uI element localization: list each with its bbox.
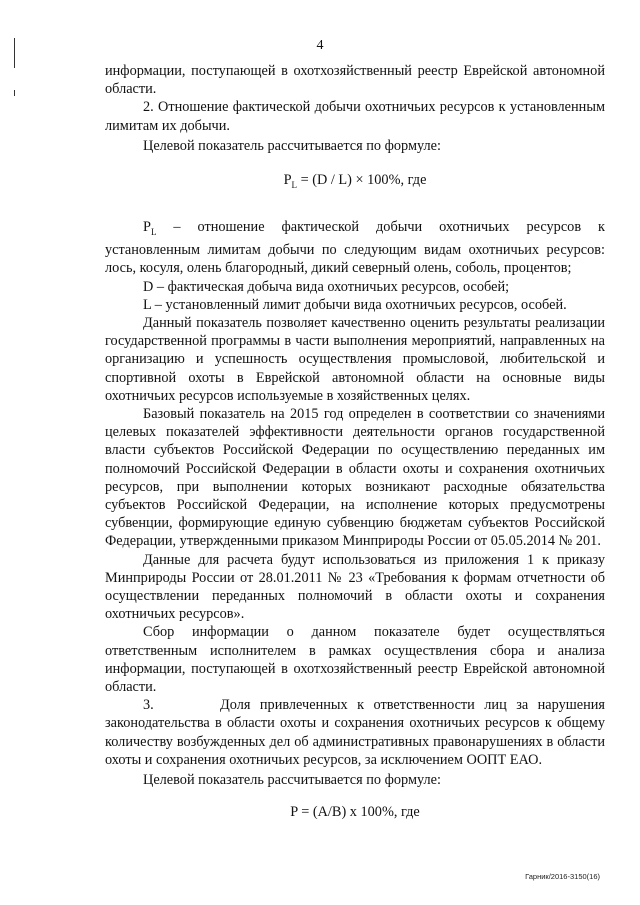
formula-p: P = (A/B) х 100%, где	[290, 804, 420, 821]
scan-edge-line	[14, 90, 15, 96]
definition-l: L – установленный лимит добычи вида охотничьих ресурсов, особей.	[143, 296, 567, 313]
paragraph-intro: информации, поступающей в охотхозяйственный реестр Еврейской автономной области.	[105, 63, 605, 98]
document-body	[105, 62, 605, 845]
formula-expression: = (D / L) × 100%, где	[297, 172, 427, 189]
paragraph-data-source: Данные для расчета будут использоваться из приложения 1 к приказу Минприроды России от 28.01.2011 № 23 «Требования к формам отчетности об осуществлении переданных полномочий в области охоты и сохранения охотничьих ресурсов».	[105, 551, 605, 623]
paragraph-collection: Сбор информации о данном показателе будет осуществляться ответственным исполнителем в рамках осуществления сбора и анализа информации, поступающей в охотхозяйственный реестр Еврейской автономной области.	[105, 624, 605, 696]
document-code-footer: Гарник/2016-3150(16)	[525, 872, 600, 881]
def-subscript: L	[150, 226, 157, 237]
item-3-heading: 3. Доля привлеченных к ответственности лиц за нарушения законодательства в области охоты и сохранения охотничьих ресурсов к общему количеству возбужденных дел об административных правонарушениях в области охоты и сохранения охотничьих ресурсов, за исключением ООПТ ЕАО.	[105, 697, 605, 768]
definition-pl	[105, 218, 605, 277]
def-text: – отношение фактической добычи охотничьих ресурсов к установленным лимитам добычи по следующим видам охотничьих ресурсов: лось, косуля, олень благородный, дикий северный олень, соболь, процентов;	[105, 219, 605, 277]
item-2-heading: 2. Отношение фактической добычи охотничьих ресурсов к установленным лимитам их добычи.	[105, 99, 605, 134]
definition-d: D – фактическая добыча вида охотничьих ресурсов, особей;	[143, 278, 510, 295]
page-number: 4	[316, 38, 324, 53]
formula-symbol: P	[283, 172, 292, 189]
formula-subscript: L	[291, 179, 298, 190]
paragraph-base: Базовый показатель на 2015 год определен в соответствии со значениями целевых показателей эффективности деятельности органов государственной власти субъектов Российской Федерации по осуществлению переданных им полномочий Российской Федерации в области охоты и сохранения охотничьих ресурсов, при выполнении которых возникают расходные обязательства субъектов Российской Федерации, на исполнение которых предусмотрены субвенции, формирующие единую субвенцию бюджетам субъектов Российской Федерации, утвержденными приказом Минприроды России от 05.05.2014 № 201.	[105, 405, 605, 550]
formula-intro-2: Целевой показатель рассчитывается по формуле:	[143, 772, 442, 789]
formula-intro: Целевой показатель рассчитывается по формуле:	[143, 137, 442, 154]
def-symbol: P	[143, 219, 151, 236]
paragraph-indicator: Данный показатель позволяет качественно оценить результаты реализации государственной программы в части выполнения мероприятий, направленных на организацию и успешность осуществления промысловой, любительской и спортивной охоты в Еврейской автономной области на основные виды охотничьих ресурсов используемые в хозяйственных целях.	[105, 314, 605, 404]
formula-pl	[105, 171, 605, 194]
